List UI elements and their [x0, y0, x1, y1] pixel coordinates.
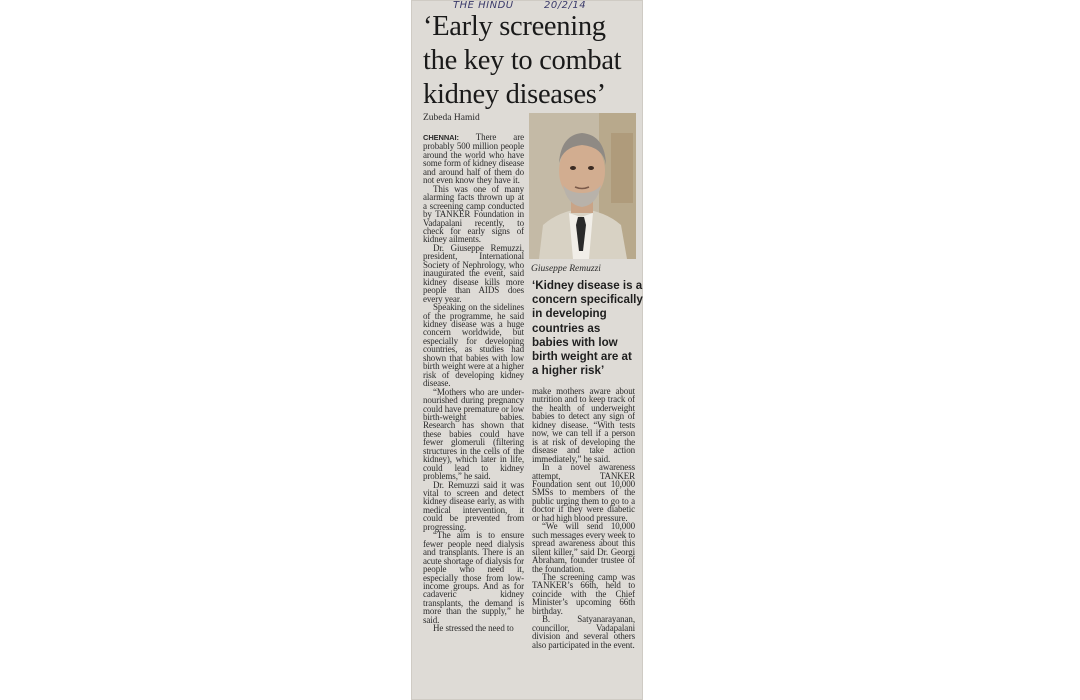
article-paragraph: This was one of many alarming facts thrown up at a screening camp conducted by TANKER Foundation in Vadapalani recently, to check for early signs of kidney ailments. — [423, 183, 524, 245]
article-paragraph: Dr. Remuzzi said it was vital to screen and detect kidney disease early, as with medical intervention, it could be prevented from progressing. — [423, 479, 524, 532]
photo-caption: Giuseppe Remuzzi — [531, 264, 601, 274]
article-paragraph: In a novel awareness attempt, TANKER Foundation sent out 10,000 SMSs to members of the public urging them to go to a doctor if they were diabetic or had high blood pressure. — [532, 462, 635, 523]
headline-line: kidney diseases’ — [423, 79, 606, 110]
headline-line: ‘Early screening — [423, 11, 606, 42]
article-paragraph: He stressed the need to — [433, 623, 514, 634]
pull-quote-line: countries as — [532, 321, 601, 335]
newspaper-clipping — [411, 0, 643, 700]
portrait-illustration — [529, 113, 636, 259]
article-paragraph: Dr. Giuseppe Remuzzi, president, International Society of Nephrology, who inaugurated the event, said kidney disease kills more people than AIDS does every year. — [423, 242, 524, 304]
pull-quote-line: concern specifically — [532, 293, 643, 307]
article-paragraph: “The aim is to ensure fewer people need dialysis and transplants. There is an acute shortage of dialysis for people who need it, especially those from low-income groups. And as for cadaveric kidney transplants, the demand is more than the supply,” he said. — [423, 530, 524, 625]
pull-quote-line: ‘Kidney disease is a — [532, 279, 643, 292]
article-column-right — [532, 387, 635, 699]
pull-quote-line: babies with low — [532, 335, 618, 349]
headline — [423, 10, 638, 112]
byline: Zubeda Hamid — [423, 113, 480, 123]
handwritten-source: THE HINDU — [453, 0, 514, 11]
article-paragraph: Speaking on the sidelines of the programme, he said kidney disease was a huge concern worldwide, but especially for developing countries, as studies had shown that babies with low birth weight were at a higher risk of developing kidney disease. — [423, 302, 524, 389]
portrait-photo — [529, 113, 636, 259]
handwritten-date: 20/2/14 — [544, 0, 587, 11]
pull-quote-line: in developing — [532, 307, 607, 321]
headline-line: the key to combat — [423, 45, 622, 76]
article-column-left — [423, 133, 524, 698]
pull-quote-line: birth weight are at — [532, 350, 632, 364]
dateline: CHENNAI: — [423, 133, 459, 142]
article-paragraph: “We will send 10,000 such messages every week to spread awareness about this silent killer,” said Dr. Georgi Abraham, founder trustee of the foundation. — [532, 521, 635, 574]
article-paragraph: “Mothers who are under-nourished during pregnancy could have premature or low birth-weight babies. Research has shown that these babies could have fewer glomeruli (filtering structures in the cells of the kidney), which later in life, could lead to kidney problems,” he said. — [423, 386, 524, 482]
article-paragraph: B. Satyanarayanan, councillor, Vadapalani division and several others also participated in the event. — [532, 614, 635, 650]
pull-quote-line: a higher risk’ — [532, 364, 605, 378]
article-paragraph: CHENNAI: There are probably 500 million people around the world who have some form of kidney disease and around half of them do not even know they have it. — [423, 133, 524, 186]
article-paragraph: make mothers aware about nutrition and to keep track of the health of underweight babies to detect any sign of kidney disease. “With tests now, we can tell if a person is at risk of developing the disease and take action immediately,” he said. — [532, 387, 635, 464]
article-paragraph: The screening camp was TANKER’s 66th, held to coincide with the Chief Minister’s upcoming 66th birthday. — [532, 571, 635, 616]
pull-quote — [532, 279, 643, 378]
